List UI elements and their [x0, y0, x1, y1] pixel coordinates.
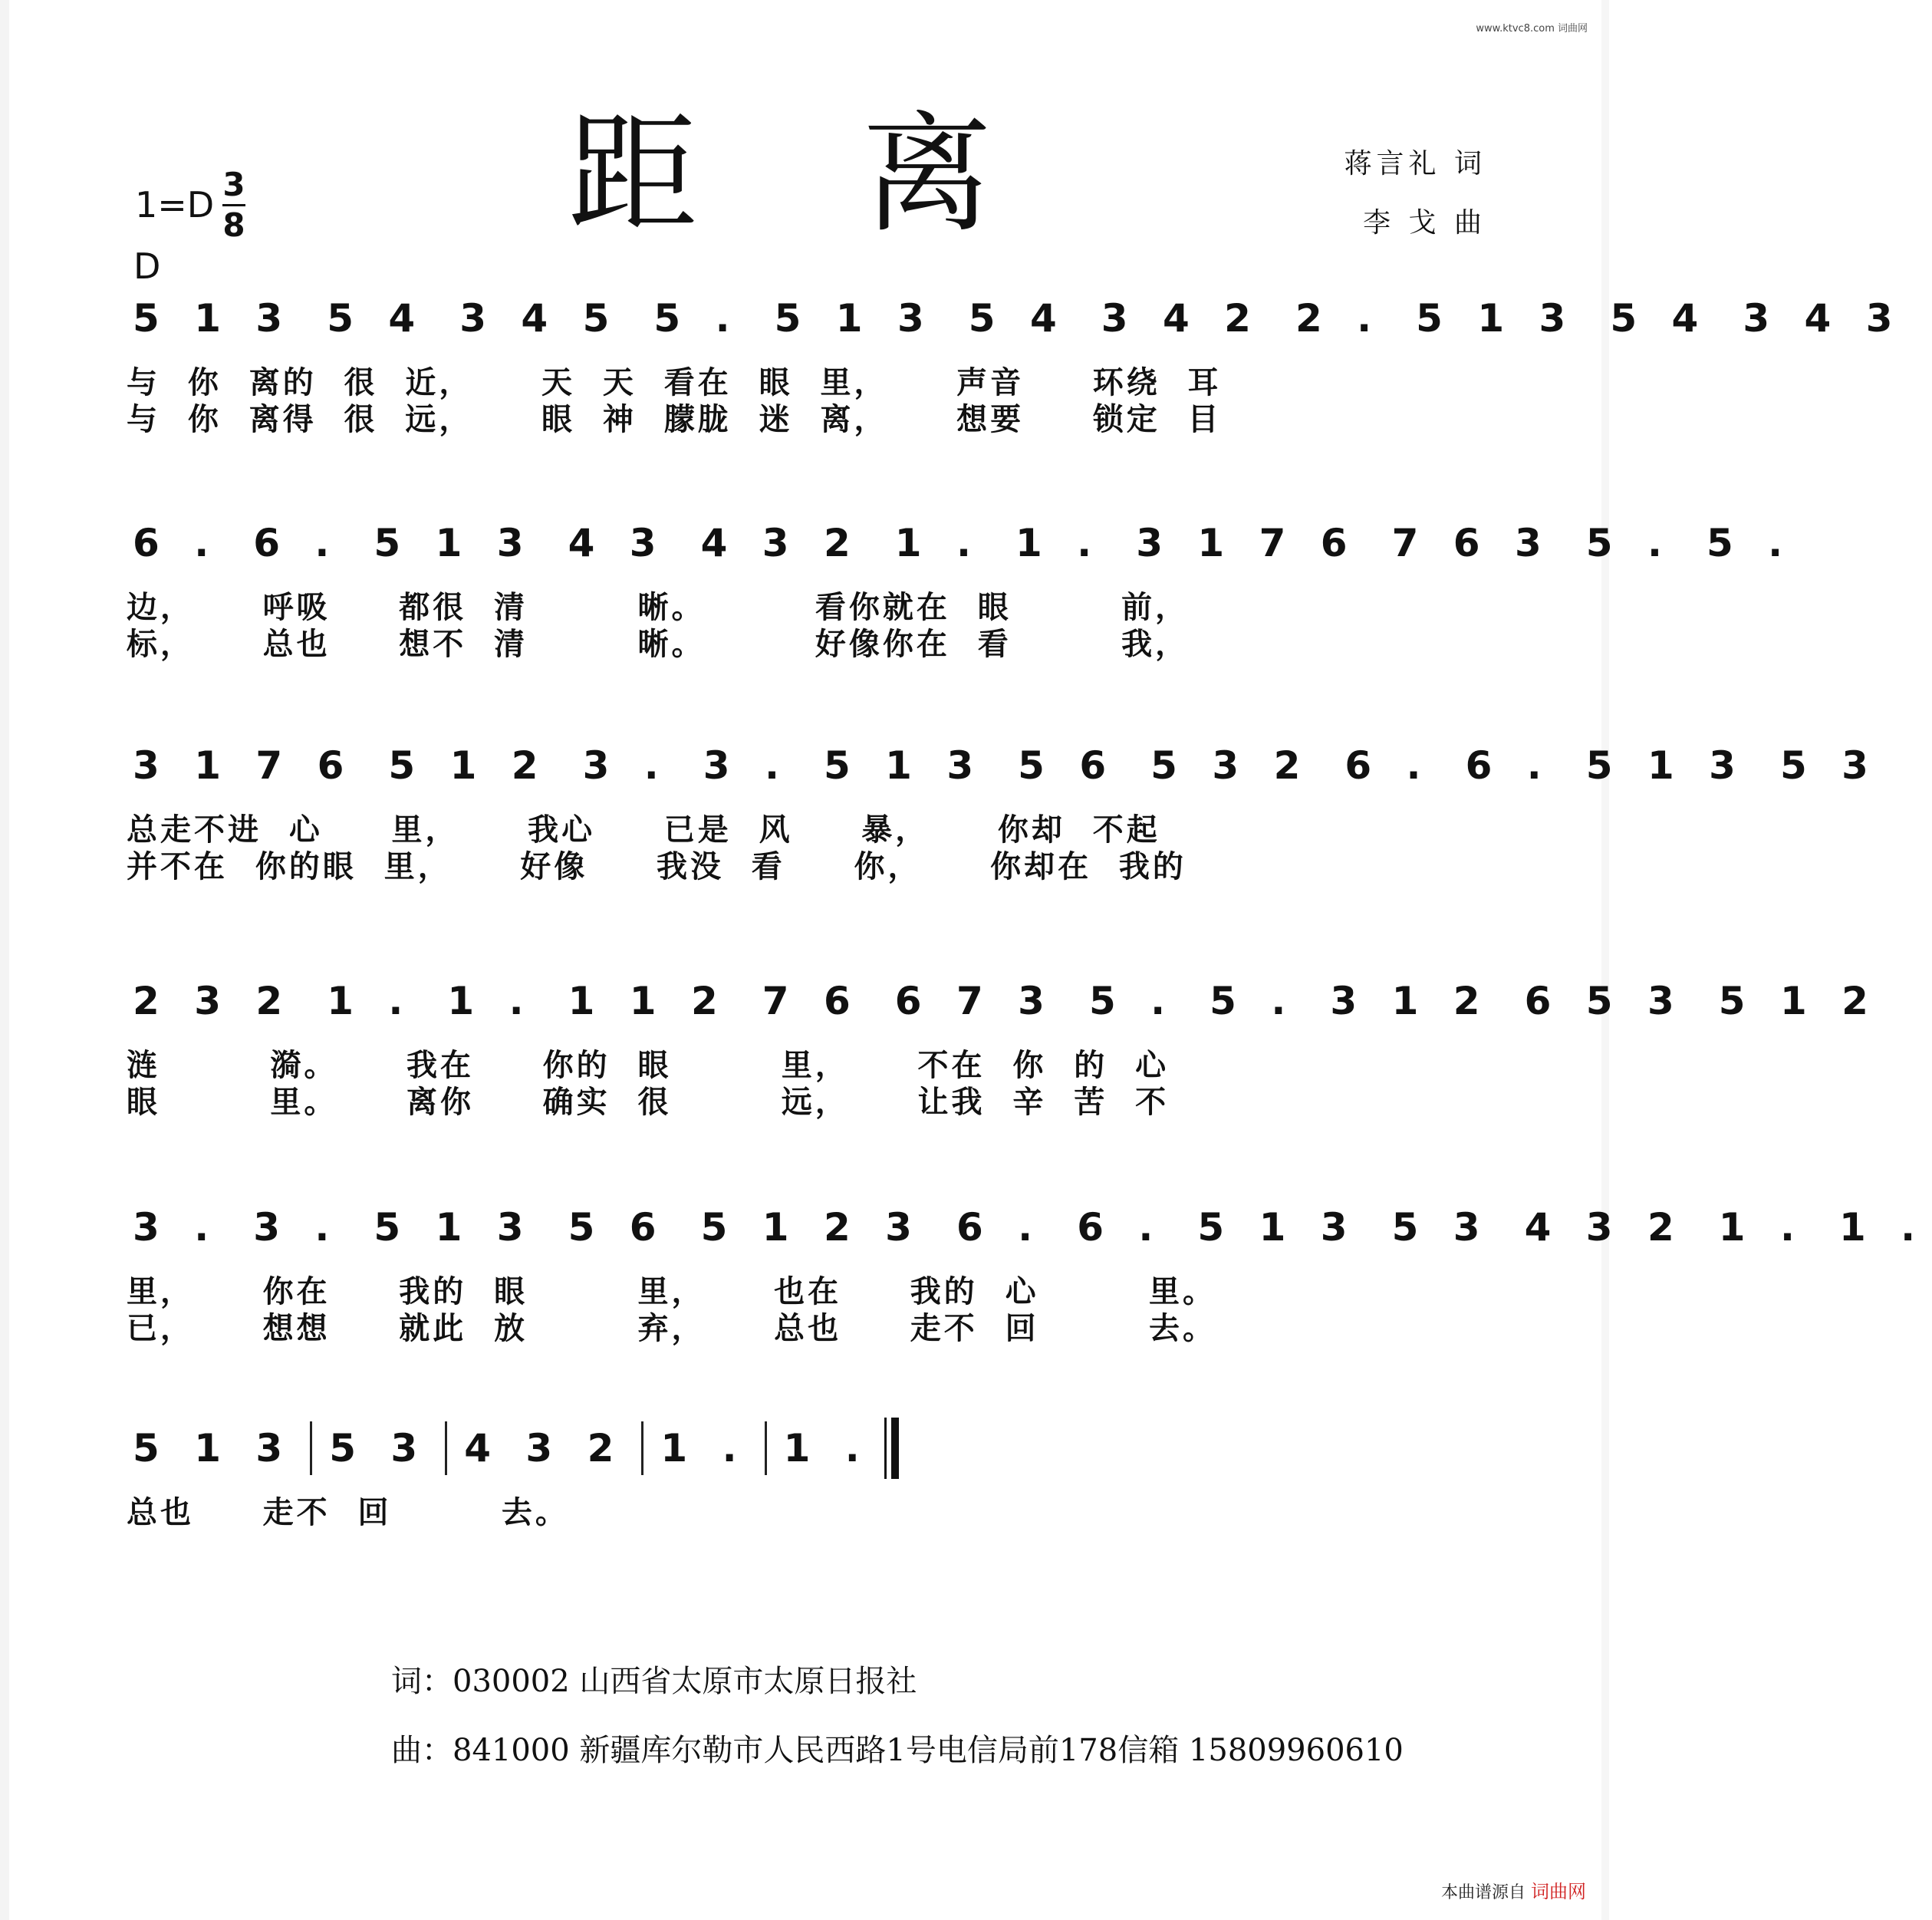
measure: 6 .: [1345, 743, 1432, 788]
notes-line: [127, 1418, 1515, 1479]
measure: 5 1 2: [388, 743, 549, 788]
notes-line: [127, 735, 1879, 796]
measure: 6 7 3: [894, 979, 1055, 1023]
measure: 1 1 2: [568, 979, 729, 1023]
measure: 5 1 3: [1416, 296, 1577, 341]
measure: 7 6 3: [1391, 521, 1552, 565]
measure: 3 .: [703, 743, 790, 788]
footer-lyricist-address: 词：030002 山西省太原市太原日报社: [391, 1664, 917, 1699]
notes-line: [127, 1197, 1927, 1258]
watermark-bottom-prefix: 本曲谱源自: [1440, 1883, 1526, 1902]
measure: 6 5 3: [1524, 979, 1685, 1023]
notes-line: [127, 288, 1904, 349]
measure: 1 .: [660, 1426, 748, 1470]
measure: 1 .: [783, 1426, 871, 1470]
measure: 3 4 5: [459, 296, 620, 341]
bar-line: [641, 1421, 643, 1475]
measure: 5 3: [1779, 743, 1879, 788]
lyric-verse-1: 里， 你在 我的 眼 里， 也在 我的 心 里。: [127, 1273, 1217, 1309]
measure: 4 3 2: [700, 521, 861, 565]
measure: 1 .: [1718, 1205, 1805, 1250]
lyricist-credit: 蒋言礼 词: [1344, 148, 1486, 179]
footer-composer-address: 曲：841000 新疆库尔勒市人民西路1号电信局前178信箱 15809960610: [391, 1733, 1404, 1768]
bar-line: [445, 1421, 447, 1475]
measure: 5 .: [1706, 521, 1794, 565]
measure: 3 .: [133, 1205, 220, 1250]
measure: 5 1 2 3: [700, 1205, 923, 1250]
final-bar-thick: [891, 1418, 899, 1479]
right-margin-strip: [1601, 0, 1609, 1920]
lyric-verse-1: 与 你 离的 很 近， 天 天 看在 眼 里， 声音 环绕 耳: [127, 364, 1222, 400]
bar-line: [765, 1421, 767, 1475]
measure: 3 1 7 6: [133, 743, 355, 788]
measure: 4 3 2: [1524, 1205, 1685, 1250]
measure: 3 4 2: [1101, 296, 1262, 341]
measure: 4 3 2: [464, 1426, 625, 1470]
measure: 3 4 3: [1743, 296, 1904, 341]
lyric-verse-1: 边， 呼吸 都很 清 晰。 看你就在 眼 前，: [127, 589, 1190, 625]
time-signature: [222, 167, 245, 243]
watermark-bottom-site: 词曲网: [1531, 1881, 1586, 1902]
notes-line: [127, 970, 1879, 1032]
measure: 5 .: [1585, 521, 1673, 565]
song-title: 距 离: [568, 99, 1055, 251]
measure: 5 4: [327, 296, 426, 341]
lyric-verse-1: 总也 走不 回 去。: [127, 1494, 569, 1530]
measure: 5 3: [1391, 1205, 1491, 1250]
measure: 6 .: [133, 521, 220, 565]
lyric-verse-2: 已， 想想 就此 放 弃， 总也 走不 回 去。: [127, 1310, 1217, 1346]
measure: 5 1 3: [823, 743, 985, 788]
measure: 5 1 3: [1585, 743, 1746, 788]
key-signature: 1=D: [135, 184, 215, 226]
measure: 5 4: [1610, 296, 1710, 341]
measure: 5 1 3: [133, 296, 294, 341]
measure: 5 1 3: [774, 296, 935, 341]
measure: 1 .: [1015, 521, 1103, 565]
lyric-verse-2: 眼 里。 离你 确实 很 远， 让我 辛 苦 不: [127, 1084, 1170, 1120]
measure: 5 .: [653, 296, 741, 341]
measure: 1 .: [447, 979, 535, 1023]
mode-label: D: [133, 245, 161, 287]
measure: 5 .: [1210, 979, 1297, 1023]
measure: 5 6: [1018, 743, 1117, 788]
measure: 6 .: [1077, 1205, 1164, 1250]
measure: 5 1 2: [1718, 979, 1879, 1023]
measure: 2 .: [1295, 296, 1383, 341]
watermark-top: www.ktvc8.com 词曲网: [1476, 23, 1588, 35]
measure: 5 4: [968, 296, 1068, 341]
measure: 1 .: [894, 521, 982, 565]
lyric-verse-1: 涟 漪。 我在 你的 眼 里， 不在 你 的 心: [127, 1047, 1170, 1083]
measure: 3 1 2: [1330, 979, 1491, 1023]
measure: 3 1 7 6: [1136, 521, 1358, 565]
final-bar-thin: [884, 1418, 887, 1479]
measure: 5 1 3: [1197, 1205, 1358, 1250]
measure: 5 3 2: [1150, 743, 1312, 788]
measure: 5 .: [1088, 979, 1177, 1023]
lyric-verse-2: 并不在 你的眼 里， 好像 我没 看 你， 你却在 我的: [127, 848, 1187, 884]
watermark-bottom: [1441, 1876, 1586, 1903]
measure: 3 .: [582, 743, 670, 788]
measure: 5 6: [568, 1205, 667, 1250]
measure: 3 .: [253, 1205, 341, 1250]
bar-line: [310, 1421, 312, 1475]
composer-credit: 李 戈 曲: [1363, 207, 1486, 239]
lyric-verse-1: 总走不进 心 里， 我心 已是 风 暴， 你却 不起: [127, 812, 1160, 848]
left-margin-strip: [0, 0, 9, 1920]
time-signature-bottom: 8: [222, 206, 245, 244]
measure: 1 .: [1838, 1205, 1927, 1250]
measure: 5 1 3: [133, 1426, 294, 1470]
measure: 4 3: [568, 521, 667, 565]
measure: 5 1 3: [374, 1205, 535, 1250]
measure: 7 6: [762, 979, 861, 1023]
measure: 6 .: [956, 1205, 1044, 1250]
notes-line: [127, 512, 1794, 574]
measure: 6 .: [1465, 743, 1552, 788]
lyric-verse-2: 与 你 离得 很 远， 眼 神 朦胧 迷 离， 想要 锁定 目: [127, 401, 1222, 437]
measure: 6 .: [253, 521, 341, 565]
measure: 2 3 2: [133, 979, 294, 1023]
measure: 5 1 3: [374, 521, 535, 565]
measure: 1 .: [327, 979, 414, 1023]
time-signature-top: 3: [222, 166, 245, 203]
lyric-verse-2: 标， 总也 想不 清 晰。 好像你在 看 我，: [127, 626, 1190, 662]
measure: 5 3: [329, 1426, 429, 1470]
